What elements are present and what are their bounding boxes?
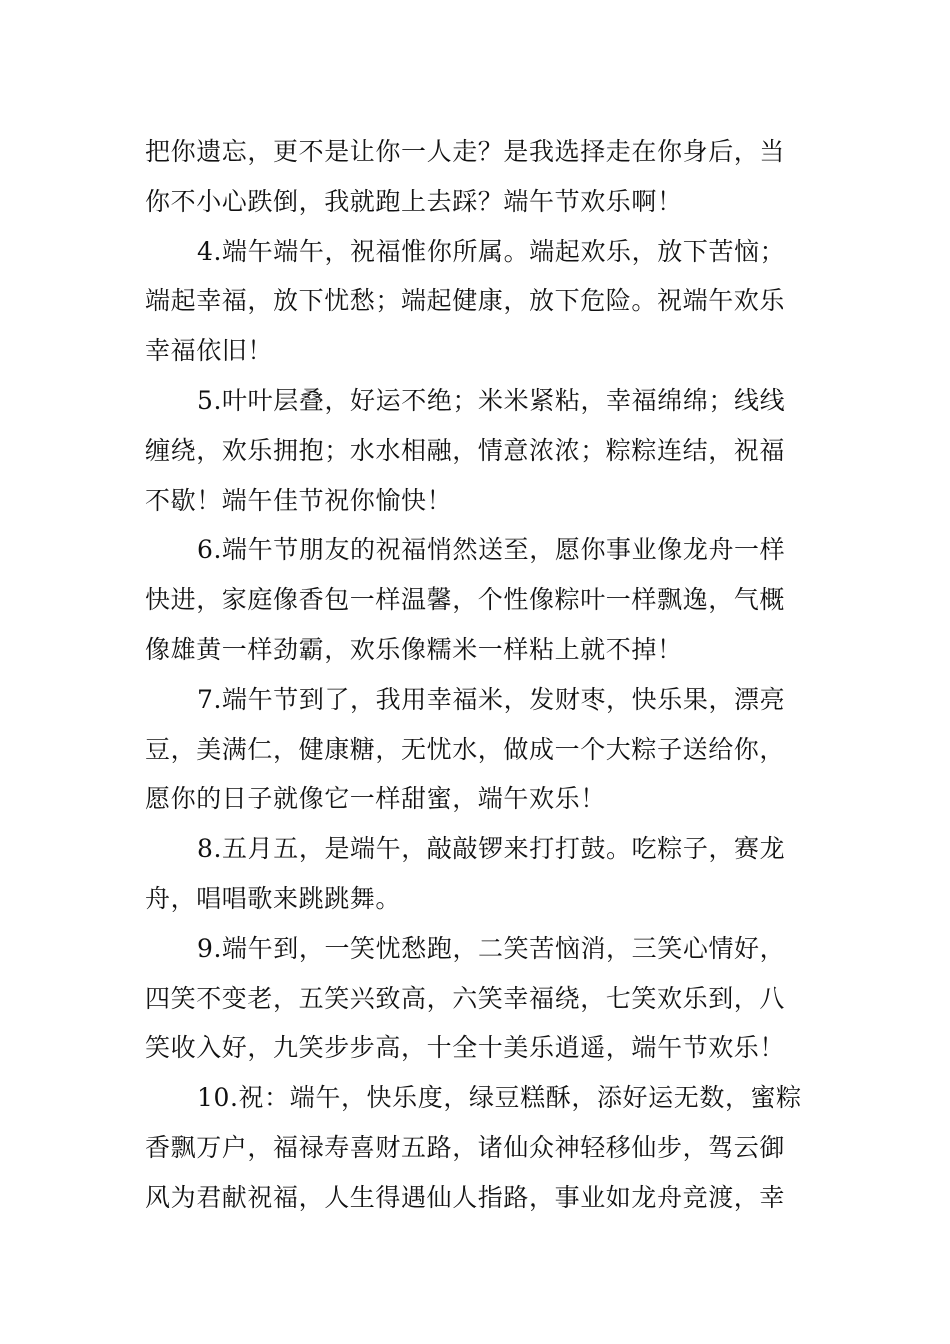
text-line: 豆，美满仁，健康糖，无忧水，做成一个大粽子送给你，: [145, 734, 786, 764]
text-line: 香飘万户，福禄寿喜财五路，诸仙众神轻移仙步，驾云御: [145, 1132, 786, 1162]
text-line: 9.端午到，一笑忧愁跑，二笑苦恼消，三笑心情好，: [197, 933, 786, 963]
text-line: 快进，家庭像香包一样温馨，个性像粽叶一样飘逸，气概: [145, 585, 786, 615]
paragraph-item-9: [145, 924, 810, 1073]
text-line: 风为君献祝福，人生得遇仙人指路，事业如龙舟竞渡，幸: [145, 1182, 786, 1212]
paragraph-item-4: [145, 227, 810, 376]
document-body: [145, 127, 810, 1223]
text-line: 8.五月五，是端午，敲敲锣来打打鼓。吃粽子，赛龙: [197, 834, 786, 864]
paragraph-item-10: [145, 1073, 810, 1222]
text-line: 端起幸福，放下忧愁；端起健康，放下危险。祝端午欢乐: [145, 286, 786, 316]
text-line: 缠绕，欢乐拥抱；水水相融，情意浓浓；粽粽连结，祝福: [145, 435, 786, 465]
text-line: 舟，唱唱歌来跳跳舞。: [145, 883, 402, 913]
paragraph-item-6: [145, 525, 810, 674]
text-line: 把你遗忘，更不是让你一人走？是我选择走在你身后，当: [145, 137, 786, 166]
text-line: 笑收入好，九笑步步高，十全十美乐逍遥，端午节欢乐！: [145, 1033, 786, 1063]
text-line: 6.端午节朋友的祝福悄然送至，愿你事业像龙舟一样: [197, 535, 786, 565]
text-line: 像雄黄一样劲霸，欢乐像糯米一样粘上就不掉！: [145, 634, 683, 664]
text-line: 10.祝：端午，快乐度，绿豆糕酥，添好运无数，蜜粽: [197, 1083, 802, 1113]
text-line: 四笑不变老，五笑兴致高，六笑幸福绕，七笑欢乐到，八: [145, 983, 786, 1013]
text-line: 7.端午节到了，我用幸福米，发财枣，快乐果，漂亮: [197, 684, 786, 714]
text-line: 你不小心跌倒，我就跑上去踩？端午节欢乐啊！: [145, 186, 683, 216]
paragraph-item-7: [145, 675, 810, 824]
text-line: 愿你的日子就像它一样甜蜜，端午欢乐！: [145, 784, 606, 814]
paragraph-item-5: [145, 376, 810, 525]
text-line: 不歇！端午佳节祝你愉快！: [145, 485, 453, 515]
text-line: 5.叶叶层叠，好运不绝；米米紧粘，幸福绵绵；线线: [197, 385, 786, 415]
paragraph-continuation: [145, 127, 810, 227]
text-line: 4.端午端午，祝福惟你所属。端起欢乐，放下苦恼；: [197, 236, 786, 266]
paragraph-item-8: [145, 824, 810, 924]
text-line: 幸福依旧！: [145, 336, 274, 366]
